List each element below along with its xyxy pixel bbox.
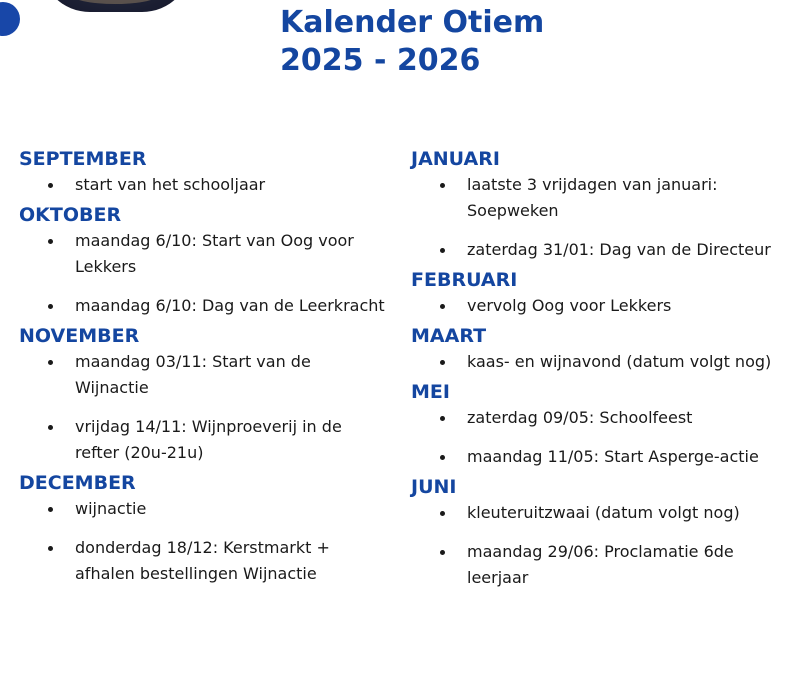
event-text: vervolg Oog voor Lekkers: [467, 296, 672, 315]
event-item: [411, 237, 796, 263]
right-column: [411, 146, 796, 595]
bullet-icon: [48, 507, 53, 512]
event-item: [411, 500, 796, 526]
month-section: [19, 323, 389, 466]
event-text: kaas- en wijnavond (datum volgt nog): [467, 352, 772, 371]
event-item: [411, 539, 796, 591]
bullet-icon: [48, 360, 53, 365]
event-text: laatste 3 vrijdagen van januari: Soepweken: [467, 175, 718, 220]
event-list: [19, 496, 389, 587]
month-heading: FEBRUARI: [411, 269, 518, 291]
event-item: [19, 228, 389, 280]
month-heading: JUNI: [411, 476, 457, 498]
month-heading: OKTOBER: [19, 204, 122, 226]
event-text: vrijdag 14/11: Wijnproeverij in de refter (20u-21u): [75, 417, 342, 462]
bullet-icon: [48, 304, 53, 309]
bullet-icon: [48, 546, 53, 551]
month-heading: JANUARI: [411, 148, 500, 170]
bullet-icon: [440, 511, 445, 516]
month-heading: MEI: [411, 381, 450, 403]
month-heading: NOVEMBER: [19, 325, 140, 347]
event-text: zaterdag 31/01: Dag van de Directeur: [467, 240, 771, 259]
month-section: [411, 323, 796, 375]
month-section: [411, 146, 796, 263]
event-list: [411, 349, 796, 375]
event-text: maandag 6/10: Start van Oog voor Lekkers: [75, 231, 354, 276]
event-item: [411, 172, 796, 224]
event-item: [411, 444, 796, 470]
bullet-icon: [440, 455, 445, 460]
event-text: zaterdag 09/05: Schoolfeest: [467, 408, 693, 427]
event-list: [411, 293, 796, 319]
month-heading: SEPTEMBER: [19, 148, 147, 170]
event-text: maandag 11/05: Start Asperge-actie: [467, 447, 759, 466]
bullet-icon: [48, 425, 53, 430]
header-photo: [40, 0, 192, 12]
event-text: wijnactie: [75, 499, 147, 518]
event-item: [411, 293, 796, 319]
left-column: [19, 146, 389, 591]
event-list: [411, 500, 796, 591]
event-list: [19, 228, 389, 319]
event-text: maandag 6/10: Dag van de Leerkracht: [75, 296, 385, 315]
bullet-icon: [48, 183, 53, 188]
month-section: [411, 474, 796, 591]
bullet-icon: [440, 550, 445, 555]
page-title: [280, 4, 544, 80]
bullet-icon: [440, 416, 445, 421]
event-text: kleuteruitzwaai (datum volgt nog): [467, 503, 740, 522]
bullet-icon: [440, 248, 445, 253]
event-text: maandag 03/11: Start van de Wijnactie: [75, 352, 311, 397]
title-line-2: 2025 - 2026: [280, 43, 481, 78]
month-section: [411, 267, 796, 319]
event-list: [19, 349, 389, 466]
event-item: [19, 172, 389, 198]
event-text: maandag 29/06: Proclamatie 6de leerjaar: [467, 542, 734, 587]
decorative-dot: [0, 2, 20, 36]
event-item: [19, 293, 389, 319]
event-list: [19, 172, 389, 198]
month-section: [19, 202, 389, 319]
event-item: [19, 496, 389, 522]
bullet-icon: [440, 304, 445, 309]
event-list: [411, 172, 796, 263]
month-heading: DECEMBER: [19, 472, 136, 494]
bullet-icon: [440, 183, 445, 188]
event-item: [411, 349, 796, 375]
month-section: [411, 379, 796, 470]
event-item: [19, 535, 389, 587]
event-list: [411, 405, 796, 470]
event-item: [411, 405, 796, 431]
event-item: [19, 349, 389, 401]
month-heading: MAART: [411, 325, 487, 347]
month-section: [19, 470, 389, 587]
event-text: start van het schooljaar: [75, 175, 266, 194]
bullet-icon: [440, 360, 445, 365]
event-text: donderdag 18/12: Kerstmarkt + afhalen bestellingen Wijnactie: [75, 538, 330, 583]
title-line-1: Kalender Otiem: [280, 5, 545, 40]
event-item: [19, 414, 389, 466]
bullet-icon: [48, 239, 53, 244]
month-section: [19, 146, 389, 198]
